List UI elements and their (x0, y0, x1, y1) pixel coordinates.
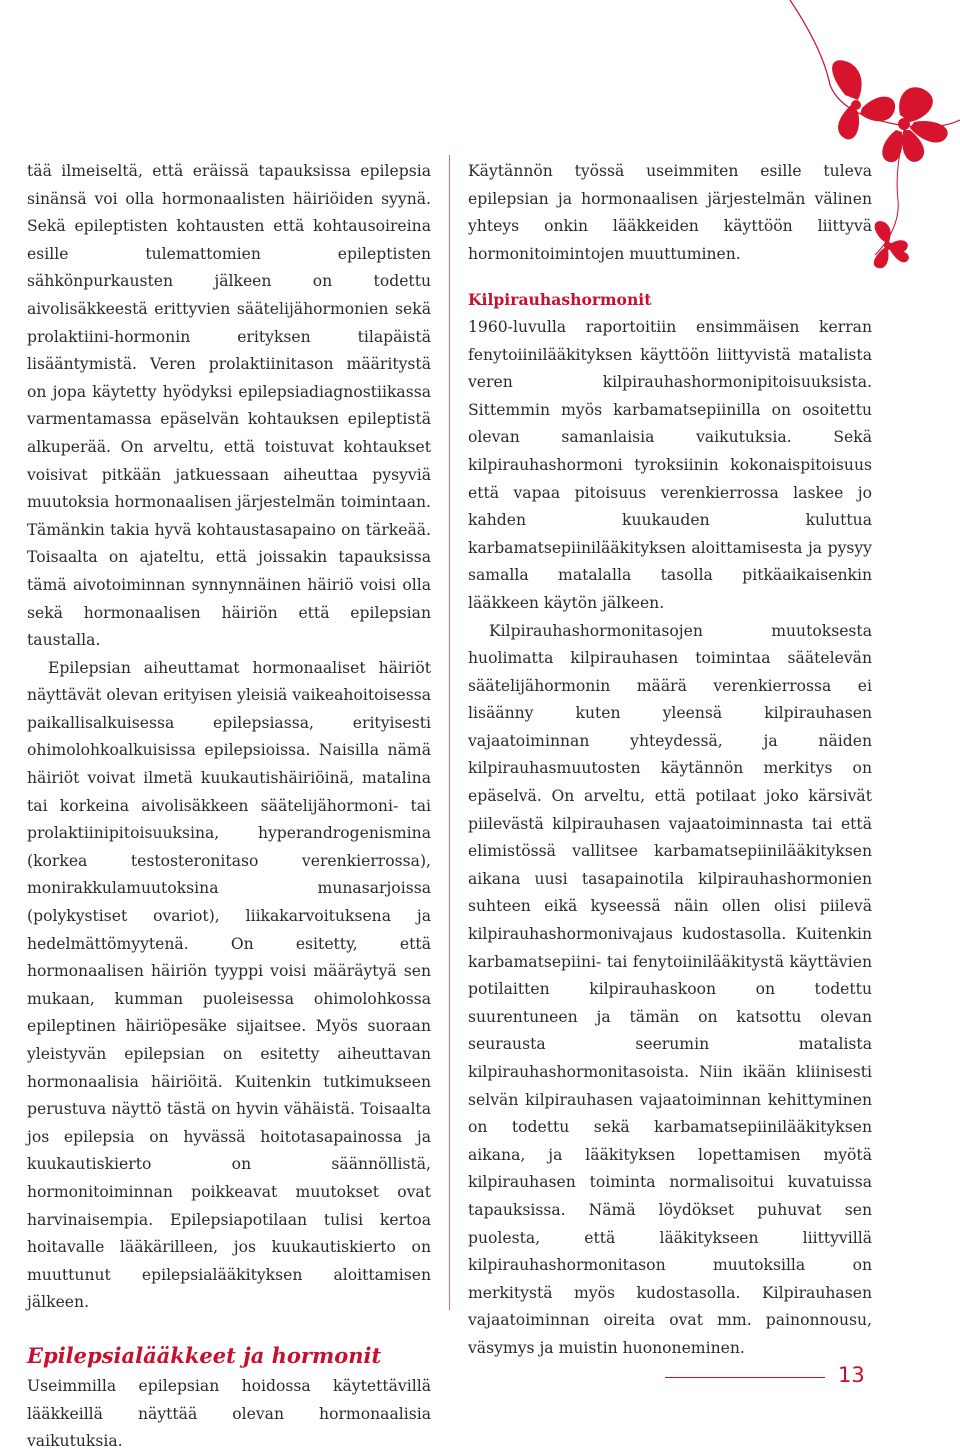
left-column (27, 158, 431, 1456)
body-paragraph: tää ilmeiseltä, että eräissä tapauksissa epilepsia sinänsä voi olla hormonaalisten häiriöiden syynä. Sekä epileptisten kohtausten että kohtausoireina esille tulemattomien epileptisten sähkönpurkausten jälkeen on todettu aivolisäkkeestä erittyvien säätelijähormonien sekä prolaktiini-hormonin erityksen tilapäistä lisääntymistä. Veren prolaktiinitason määritystä on jopa käytetty hyödyksi epilepsiadiagnostiikassa varmentamassa epäselvän kohtauksen epileptistä alkuperää. On arveltu, että toistuvat kohtaukset voisivat pitkään jatkuessaan aiheuttaa pysyviä muutoksia hormonaalisen järjestelmän toimintaan. Tämänkin takia hyvä kohtaustasapaino on tärkeää. Toisaalta on ajateltu, että joissakin tapauksissa tämä aivotoiminnan synnynnäinen häiriö voisi olla sekä hormonaalisen häiriön että epilepsian taustalla. (27, 162, 431, 650)
body-paragraph: Käytännön työssä useimmiten esille tuleva epilepsian ja hormonaalisen järjestelmän välinen yhteys onkin lääkkeiden käyttöön liittyvä hormonitoimintojen muuttuminen. (468, 162, 872, 263)
footer-rule (665, 1377, 825, 1378)
page-number: 13 (838, 1363, 865, 1387)
column-divider (449, 155, 450, 1310)
body-paragraph: Kilpirauhashormonitasojen muutoksesta huolimatta kilpirauhasen toimintaa säätelevän säätelijähormonin määrä verenkierrossa ei lisäänny kuten yleensä kilpirauhasen vajaatoiminnan yhteydessä, ja näiden kilpirauhasmuutosten käytännön merkitys on epäselvä. On arveltu, että potilaat joko kärsivät piilevästä kilpirauhasen vajaatoiminnasta tai että elimistössä vallitsee karbamatsepiinilääkityksen aikana uusi tasapainotila kilpirauhashormonien suhteen eikä kyseessä näin ollen olisi piilevä kilpirauhashormonivajaus kudostasolla. Kuitenkin karbamatsepiini- tai fenytoiinilääkitystä käyttävien potilaitten kilpirauhaskoon on todettu suurentuneen ja tämän on katsottu olevan seurausta seerumin matalista kilpirauhashormonitasoista. Niin ikään kliinisesti selvän kilpirauhasen vajaatoiminnan kehittyminen on todettu sekä karbamatsepiinilääkityksen aikana, ja lääkityksen lopettamisen myötä kilpirauhasen toiminta normalisoitui kuvatuissa tapauksissa. Nämä löydökset puhuvat sen puolesta, että lääkitykseen liittyvillä kilpirauhashormonitason muutoksilla on merkitystä myös kudostasolla. Kilpirauhasen vajaatoiminnan oireita ovat mm. painonnousu, väsymys ja muistin huononeminen. (468, 621, 872, 1357)
subheading: Kilpirauhashormonit (468, 290, 652, 310)
section-heading: Epilepsialääkkeet ja hormonit (27, 1342, 382, 1368)
body-paragraph: Epilepsian aiheuttamat hormonaaliset häiriöt näyttävät olevan erityisen yleisiä vaikeahoitoisessa paikallisalkuisessa epilepsiassa, erityisesti ohimolohkoalkuisissa epilepsioissa. Naisilla nämä häiriöt voivat ilmetä kuukautishäiriöinä, matalina tai korkeina aivolisäkkeen säätelijähormoni- tai prolaktiinipitoisuuksina, hyperandrogenismina (korkea testosteronitaso verenkierrossa), monirakkulamuutoksina munasarjoissa (polykystiset ovariot), liikakarvoituksena ja hedelmättömyytenä. On esitetty, että hormonaalisen häiriön tyyppi voisi määräytyä sen mukaan, kumman puoleisessa ohimolohkossa epileptinen häiriöpesäke sijaitsee. Myös suoraan yleistyvän epilepsian on esitetty aiheuttavan hormonaalisia häiriöitä. Kuitenkin tutkimukseen perustuva näyttö tästä on hyvin vähäistä. Toisaalta jos epilepsia on hyvässä hoitotasapainossa ja kuukautiskierto on säännöllistä, hormonitoiminnan poikkeavat muutokset ovat harvinaisempia. Epilepsiapotilaan tulisi kertoa hoitavalle lääkärilleen, jos kuukautiskierto on muuttunut epilepsialääkityksen aloittamisen jälkeen. (27, 658, 431, 1312)
body-paragraph: Useimmilla epilepsian hoidossa käytettävillä lääkkeillä näyttää olevan hormonaalisia vaikutuksia. (27, 1376, 431, 1451)
body-paragraph: 1960-luvulla raportoitiin ensimmäisen kerran fenytoiinilääkityksen käyttöön liittyvistä matalista veren kilpirauhashormonipitoisuuksista. Sittemmin myös karbamatsepiinilla on osoitettu olevan samanlaisia vaikutuksia. Sekä kilpirauhashormoni tyroksiinin kokonaispitoisuus että vapaa pitoisuus verenkierrossa laskee jo kahden kuukauden kuluttua karbamatsepiinilääkityksen aloittamisesta ja pysyy samalla matalalla tasolla pitkäaikaisenkin lääkkeen käytön jälkeen. (468, 317, 872, 612)
right-column (468, 158, 872, 1363)
